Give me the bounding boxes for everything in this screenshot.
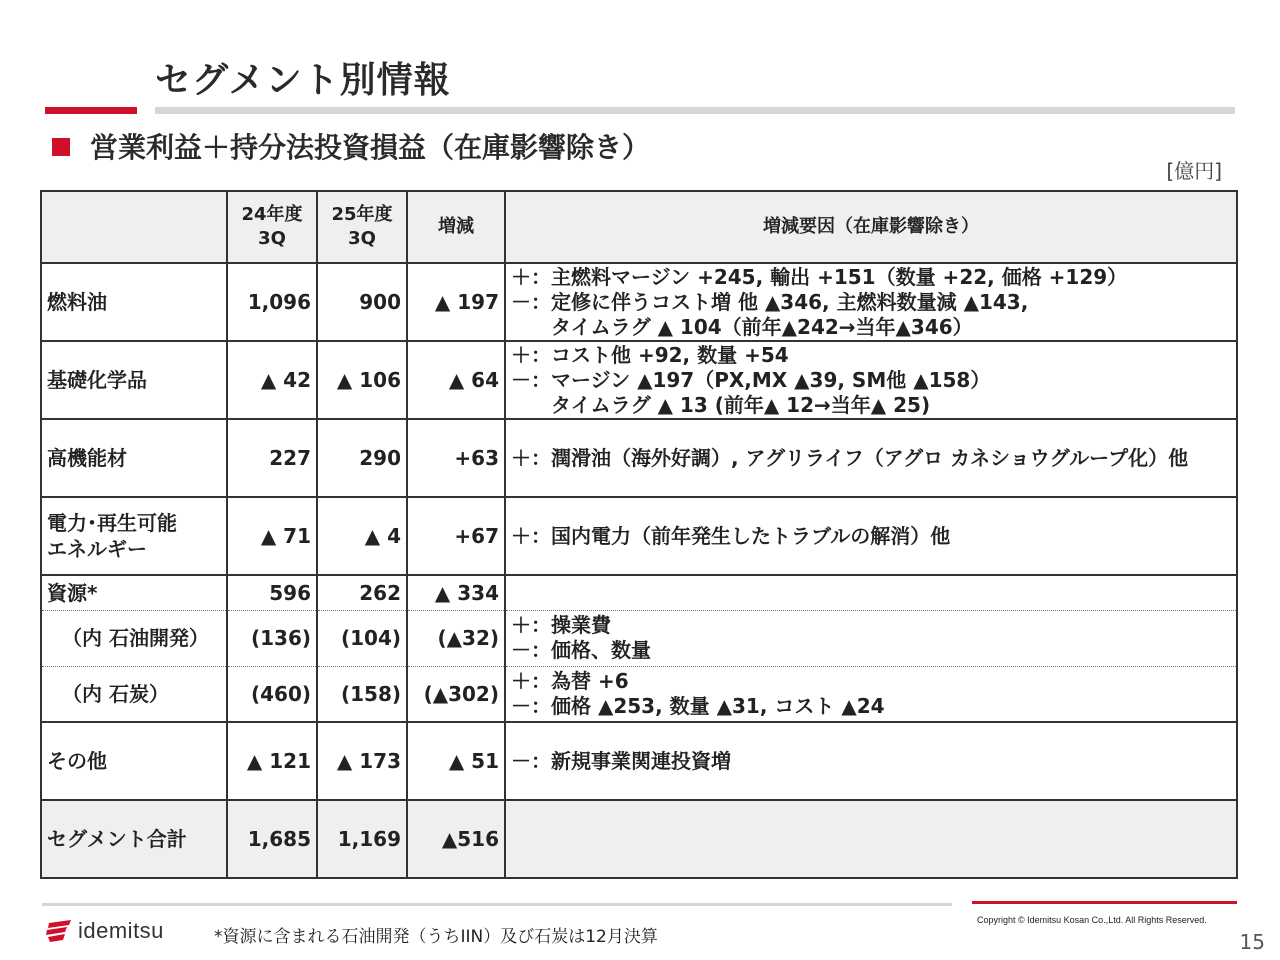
fy24-value: 227 [227,419,317,497]
reason-cell [505,419,1237,497]
table-row [41,263,1237,341]
reason-line: ＋：国内電力（前年発生したトラブルの解消）他 [511,523,951,548]
header-change: 増減 [407,191,505,263]
segment-label [41,666,227,722]
title-accent-bar [45,107,137,114]
reason-line: －：マージン ▲197（PX,MX ▲39, SM他 ▲158） [511,367,991,392]
segment-label-text: （内 石油開発） [62,626,209,650]
reason-cell [505,722,1237,800]
segment-label-text: 電力･再生可能 [47,511,177,535]
segment-label [41,497,227,575]
fy24-value: ▲ 121 [227,722,317,800]
header-reasons: 増減要因（在庫影響除き） [505,191,1237,263]
reason-line: ＋：操業費 [511,613,611,637]
fy24-value: ▲ 71 [227,497,317,575]
fy24-value: 1,685 [227,800,317,878]
reason-line: －：新規事業関連投資増 [511,748,731,773]
fy25-value: 290 [317,419,407,497]
segment-label [41,610,227,666]
reason-cell [505,341,1237,419]
segment-label [41,263,227,341]
header-fy25-year: 25年度 [331,203,393,225]
segment-label [41,800,227,878]
fy25-value: ▲ 173 [317,722,407,800]
table-header-row [41,191,1237,263]
fy25-value: 262 [317,575,407,610]
reason-cell [505,666,1237,722]
square-bullet-icon [52,138,70,156]
reason-cell [505,497,1237,575]
page-title: セグメント別情報 [155,60,451,101]
footer-divider [42,903,952,906]
header-segment [41,191,227,263]
section-title: 営業利益＋持分法投資損益（在庫影響除き） [90,131,651,164]
fy24-value: 1,096 [227,263,317,341]
reason-line: ＋：為替 +6 [511,668,629,693]
change-value: ▲516 [407,800,505,878]
table-row [41,575,1237,610]
reason-line: ＋：コスト他 +92, 数量 +54 [511,342,789,367]
segment-label [41,722,227,800]
header-fy24-quarter: 3Q [258,228,286,249]
title-divider [155,107,1235,114]
table-row [41,419,1237,497]
company-logo [45,918,164,944]
fy25-value: 1,169 [317,800,407,878]
reason-cell [505,800,1237,878]
change-value: ▲ 51 [407,722,505,800]
footer-accent-bar [972,901,1237,904]
fy24-value: ▲ 42 [227,341,317,419]
segment-label [41,575,227,610]
segment-label-text: （内 石炭） [62,681,169,706]
segment-label-text: その他 [47,749,107,773]
change-value: (▲302) [407,666,505,722]
reason-line: ＋：主燃料マージン +245, 輸出 +151（数量 +22, 価格 +129） [511,264,1128,289]
segment-label-text: 燃料油 [47,290,107,314]
change-value: +63 [407,419,505,497]
reason-line: －：定修に伴うコスト増 他 ▲346, 主燃料数量減 ▲143, [511,289,1029,314]
fy25-value: ▲ 4 [317,497,407,575]
segment-label [41,341,227,419]
reason-cell [505,610,1237,666]
reason-line: －：価格 ▲253, 数量 ▲31, コスト ▲24 [511,693,885,718]
segment-label-text: エネルギー [47,537,147,561]
fy24-value: (136) [227,610,317,666]
change-value: +67 [407,497,505,575]
segment-label [41,419,227,497]
table-row [41,497,1237,575]
fy25-value: 900 [317,263,407,341]
change-value: ▲ 64 [407,341,505,419]
table-row [41,610,1237,666]
idemitsu-logo-icon [45,919,73,943]
fy24-value: (460) [227,666,317,722]
header-fy24-year: 24年度 [241,203,303,225]
reason-line: タイムラグ ▲ 104（前年▲242→当年▲346） [551,314,973,339]
fy25-value: ▲ 106 [317,341,407,419]
fy25-value: (104) [317,610,407,666]
fy24-value: 596 [227,575,317,610]
change-value: ▲ 197 [407,263,505,341]
table-row [41,341,1237,419]
copyright: Copyright © Idemitsu Kosan Co.,Ltd. All Rights Reserved. [977,915,1207,925]
reason-line: －：価格、数量 [511,638,651,662]
change-value: ▲ 334 [407,575,505,610]
header-fy24 [227,191,317,263]
table-total-row [41,800,1237,878]
segment-label-text: 基礎化学品 [47,368,147,392]
change-value: (▲32) [407,610,505,666]
table-row [41,722,1237,800]
unit-label: [億円] [1166,159,1222,183]
reason-line: タイムラグ ▲ 13 (前年▲ 12→当年▲ 25) [551,392,931,417]
reason-line: ＋：潤滑油（海外好調）, アグリライフ（アグロ カネショウグループ化）他 [511,445,1189,470]
table-row [41,666,1237,722]
logo-text: idemitsu [78,918,164,943]
reason-cell [505,575,1237,610]
footnote: *資源に含まれる石油開発（うちIIN）及び石炭は12月決算 [214,927,658,947]
header-fy25-quarter: 3Q [348,228,376,249]
segment-table [40,190,1238,879]
reason-cell [505,263,1237,341]
header-fy25 [317,191,407,263]
fy25-value: (158) [317,666,407,722]
segment-label-text: 資源* [47,580,98,605]
segment-label-text: 高機能材 [47,446,127,470]
page-number: 15 [1239,930,1265,954]
segment-label-text: セグメント合計 [47,827,187,851]
